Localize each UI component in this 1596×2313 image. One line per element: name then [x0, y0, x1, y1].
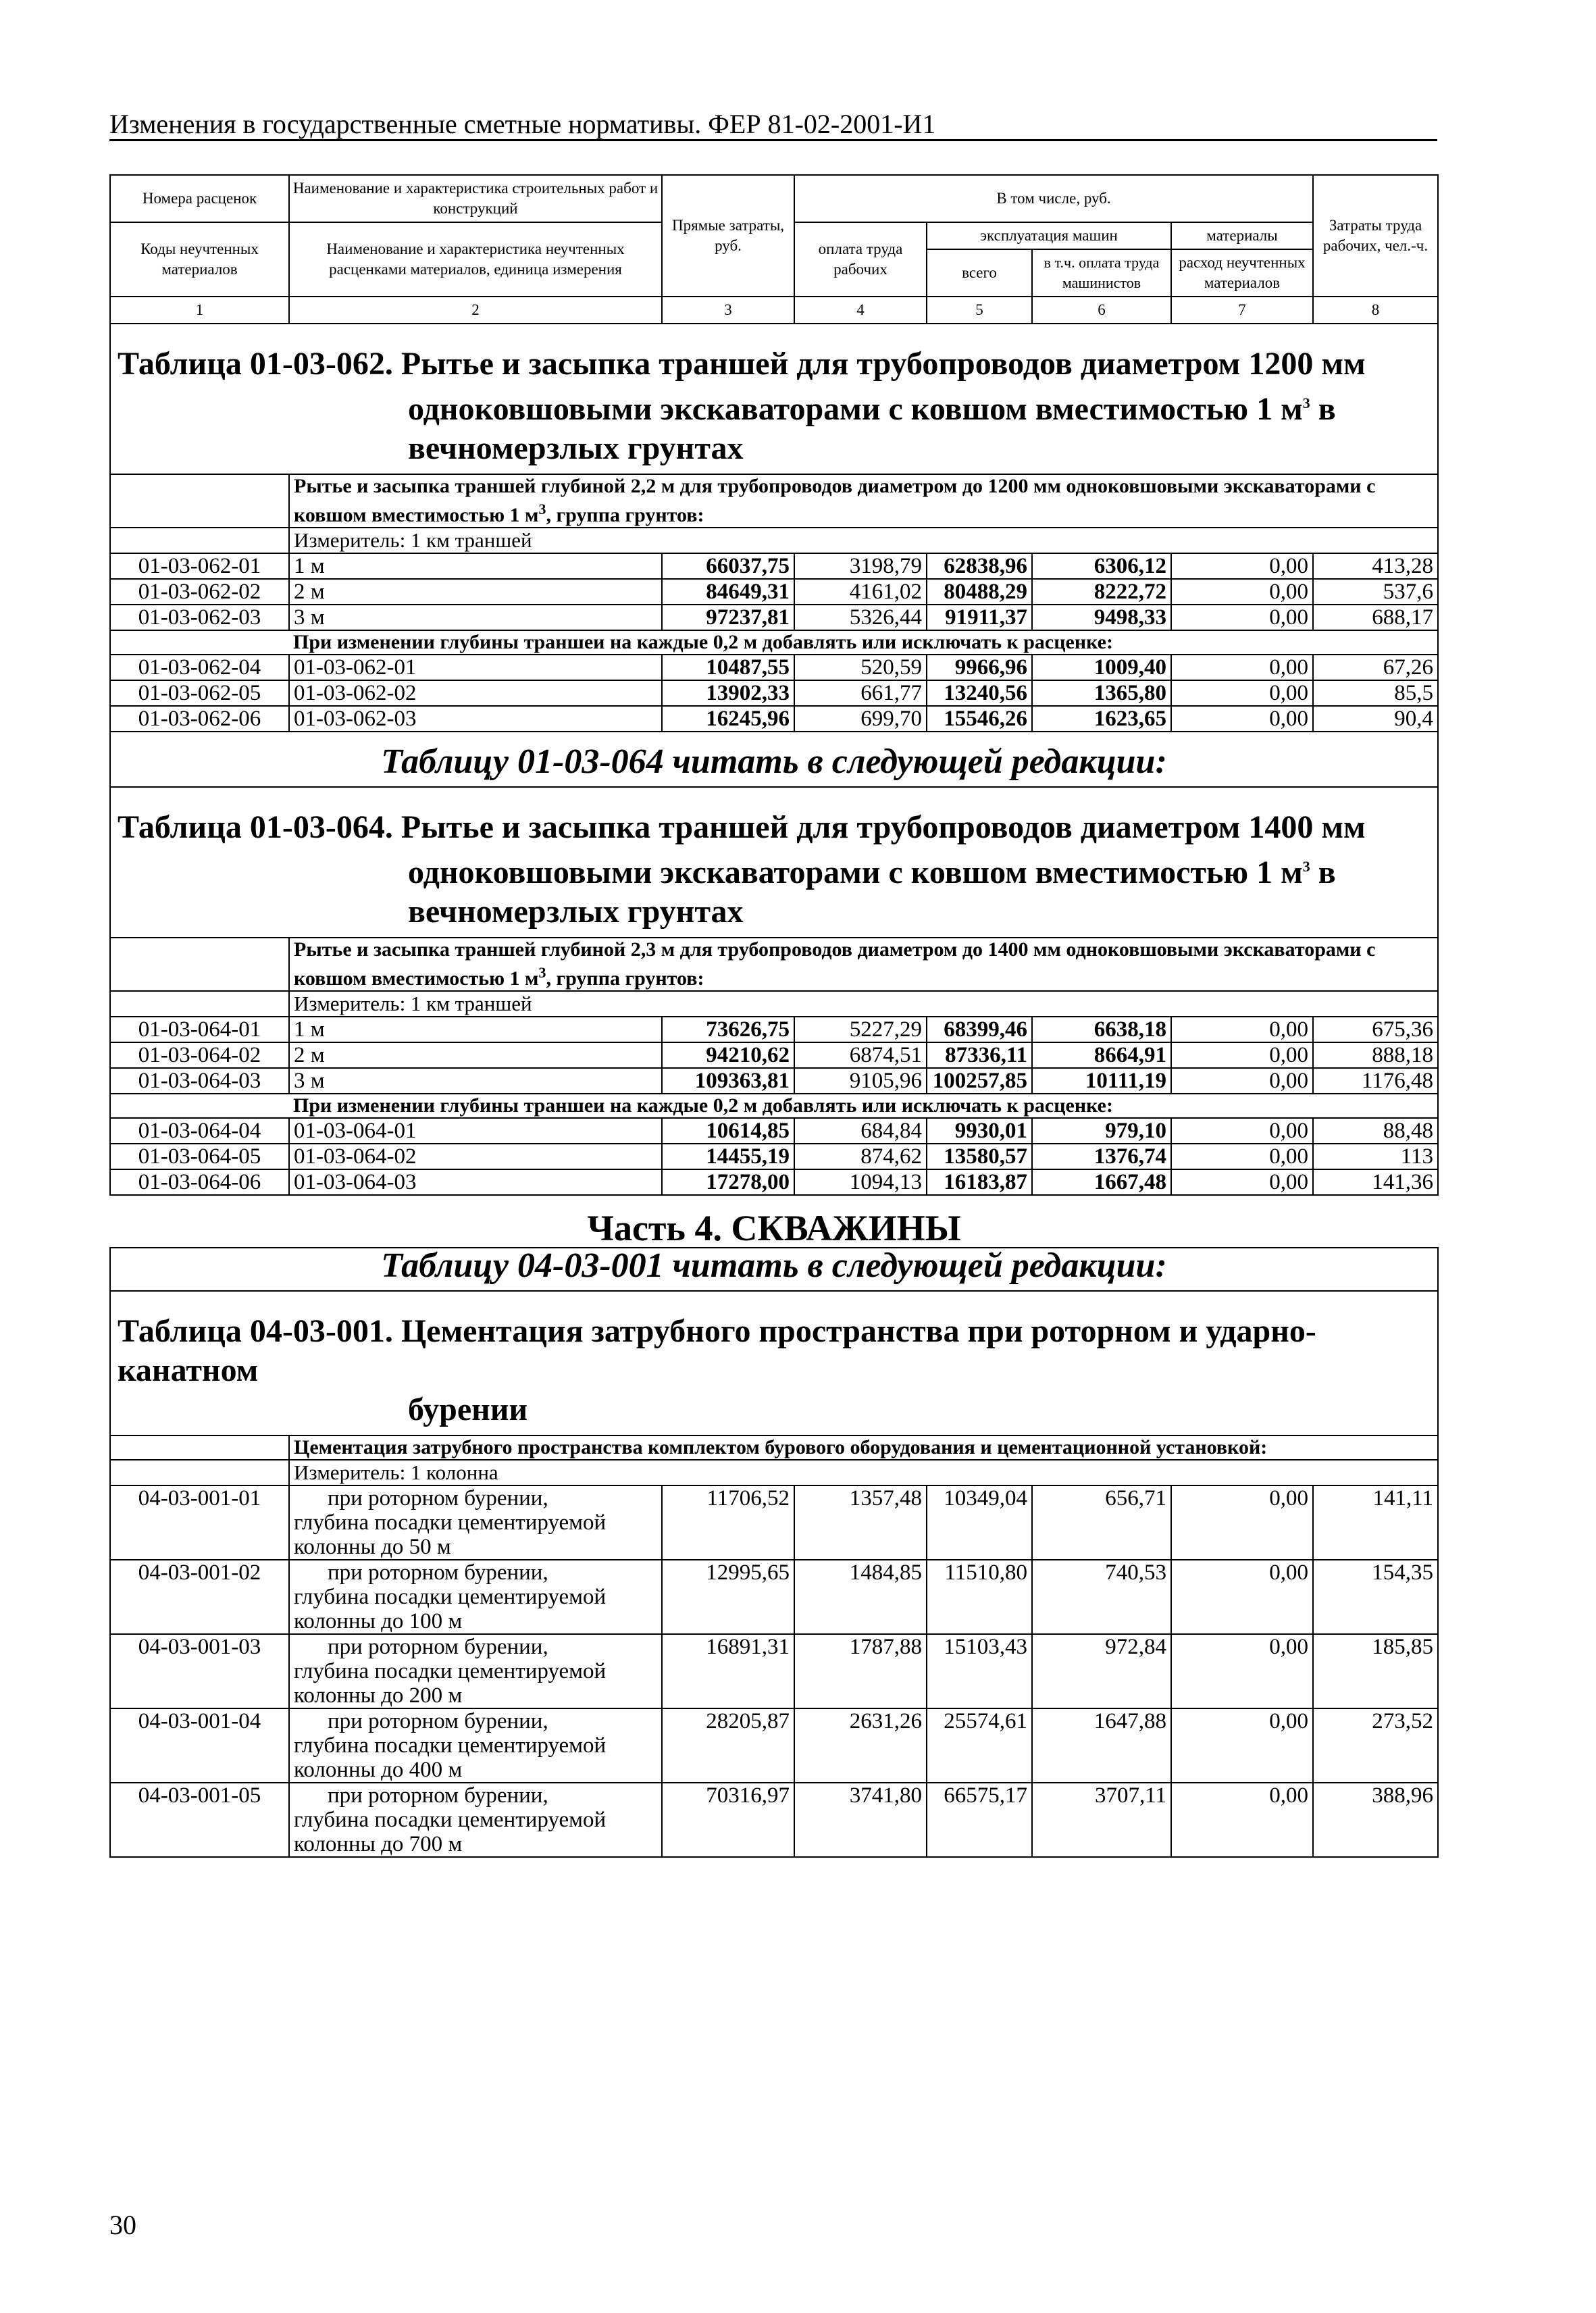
rate-code: 01-03-064-05: [110, 1144, 289, 1169]
unaccounted-materials: 0,00: [1171, 1068, 1313, 1094]
wage: 684,84: [794, 1118, 927, 1144]
machinist-wage: 972,84: [1032, 1634, 1171, 1708]
machines-total: 87336,11: [927, 1042, 1032, 1068]
labor-costs: 141,11: [1313, 1485, 1438, 1560]
unaccounted-materials: 0,00: [1171, 1017, 1313, 1042]
rate-name: [289, 1708, 662, 1783]
unaccounted-materials: 0,00: [1171, 1634, 1313, 1708]
direct-costs: 66037,75: [662, 553, 794, 579]
redaction-note-064: Таблицу 01-03-064 читать в следующей редакции:: [110, 732, 1438, 787]
col-index-3: 3: [662, 297, 794, 324]
labor-costs: 154,35: [1313, 1560, 1438, 1634]
machinist-wage: 10111,19: [1032, 1068, 1171, 1094]
col-header-machines: эксплуатация машин: [927, 222, 1171, 249]
rate-code: 01-03-064-03: [110, 1068, 289, 1094]
direct-costs: 94210,62: [662, 1042, 794, 1068]
labor-costs: 113: [1313, 1144, 1438, 1169]
labor-costs: 1176,48: [1313, 1068, 1438, 1094]
table-description-064: Рытье и засыпка траншей глубиной 2,3 м для трубопроводов диаметром до 1400 мм одноковшовыми экскаваторами с ковшом вместимостью 1 $м^3$, группа грунтов:: [289, 938, 1438, 991]
unaccounted-materials: 0,00: [1171, 1485, 1313, 1560]
machinist-wage: 656,71: [1032, 1485, 1171, 1560]
machines-total: 10349,04: [927, 1485, 1032, 1560]
table-row: [110, 605, 1438, 630]
rate-code: 04-03-001-01: [110, 1485, 289, 1560]
machinist-wage: 1009,40: [1032, 655, 1171, 680]
direct-costs: 10614,85: [662, 1118, 794, 1144]
machines-total: 25574,61: [927, 1708, 1032, 1783]
wage: 4161,02: [794, 579, 927, 605]
labor-costs: 85,5: [1313, 680, 1438, 706]
col-header-wage: оплата труда рабочих: [794, 222, 927, 297]
rate-name: 01-03-064-03: [289, 1169, 662, 1195]
document-body: [109, 174, 1437, 1858]
rate-name: 01-03-064-02: [289, 1144, 662, 1169]
rate-name: [289, 1783, 662, 1857]
machines-total: 11510,80: [927, 1560, 1032, 1634]
measure-062: Измеритель: 1 км траншей: [289, 528, 1438, 553]
direct-costs: 17278,00: [662, 1169, 794, 1195]
rate-code: 04-03-001-02: [110, 1560, 289, 1634]
rate-code: 01-03-062-03: [110, 605, 289, 630]
table-row: [110, 655, 1438, 680]
machinist-wage: 1647,88: [1032, 1708, 1171, 1783]
table-row: [110, 1017, 1438, 1042]
labor-costs: 90,4: [1313, 706, 1438, 732]
table-row: [110, 1068, 1438, 1094]
labor-costs: 388,96: [1313, 1783, 1438, 1857]
machinist-wage: 740,53: [1032, 1560, 1171, 1634]
unaccounted-materials: 0,00: [1171, 605, 1313, 630]
rate-name-line: глубина посадки цементируемой: [294, 1733, 607, 1758]
table-row: [110, 1485, 1438, 1560]
rate-code: 01-03-064-02: [110, 1042, 289, 1068]
rate-name: 01-03-062-03: [289, 706, 662, 732]
rate-name: 1 м: [289, 553, 662, 579]
rate-code: 01-03-062-04: [110, 655, 289, 680]
labor-costs: 88,48: [1313, 1118, 1438, 1144]
table-row: [110, 1144, 1438, 1169]
unaccounted-materials: 0,00: [1171, 1708, 1313, 1783]
machines-total: 9966,96: [927, 655, 1032, 680]
rate-code: 04-03-001-03: [110, 1634, 289, 1708]
col-header-codes-top: Номера расценок: [110, 175, 289, 222]
depth-note-062: При изменении глубины траншеи на каждые 0,2 м добавлять или исключать к расценке:: [110, 630, 1438, 655]
unaccounted-materials: 0,00: [1171, 1042, 1313, 1068]
direct-costs: 13902,33: [662, 680, 794, 706]
machinist-wage: 8664,91: [1032, 1042, 1171, 1068]
wage: 699,70: [794, 706, 927, 732]
machinist-wage: 979,10: [1032, 1118, 1171, 1144]
wage: 5326,44: [794, 605, 927, 630]
direct-costs: 16245,96: [662, 706, 794, 732]
col-header-direct-costs: Прямые затраты, руб.: [662, 175, 794, 297]
rate-name-line: при роторном бурении,: [328, 1486, 548, 1510]
table-title-062: Таблица 01-03-062. Рытье и засыпка траншей для трубопроводов диаметром 1200 мм одноковшовыми экскаваторами с ковшом вместимостью 1 $м^3$ в вечномерзлых грунтах: [110, 324, 1438, 474]
machines-total: 16183,87: [927, 1169, 1032, 1195]
wage: 520,59: [794, 655, 927, 680]
labor-costs: 688,17: [1313, 605, 1438, 630]
table-row: [110, 1783, 1438, 1857]
col-header-machines-total: всего: [927, 249, 1032, 297]
direct-costs: 70316,97: [662, 1783, 794, 1857]
machinist-wage: 1376,74: [1032, 1144, 1171, 1169]
unaccounted-materials: 0,00: [1171, 706, 1313, 732]
table-row: [110, 1118, 1438, 1144]
col-index-5: 5: [927, 297, 1032, 324]
table-row: [110, 1634, 1438, 1708]
rate-name-line: колонны до 400 м: [294, 1758, 463, 1782]
machines-total: 13580,57: [927, 1144, 1032, 1169]
col-index-8: 8: [1313, 297, 1438, 324]
rate-name-line: глубина посадки цементируемой: [294, 1659, 607, 1683]
rate-name-line: колонны до 200 м: [294, 1683, 463, 1708]
machinist-wage: 1365,80: [1032, 680, 1171, 706]
table-row: [110, 680, 1438, 706]
wage: 1357,48: [794, 1485, 927, 1560]
rate-code: 04-03-001-05: [110, 1783, 289, 1857]
rate-name-line: колонны до 100 м: [294, 1609, 463, 1633]
direct-costs: 16891,31: [662, 1634, 794, 1708]
labor-costs: 273,52: [1313, 1708, 1438, 1783]
rate-name-line: глубина посадки цементируемой: [294, 1510, 607, 1535]
machines-total: 9930,01: [927, 1118, 1032, 1144]
part-heading: Часть 4. СКВАЖИНЫ: [587, 1208, 961, 1248]
page-number: 30: [109, 2210, 136, 2240]
col-header-codes-bottom: Коды неучтенных материалов: [110, 222, 289, 297]
rate-name-line: при роторном бурении,: [328, 1783, 548, 1808]
rate-name: [289, 1634, 662, 1708]
direct-costs: 73626,75: [662, 1017, 794, 1042]
machinist-wage: 8222,72: [1032, 579, 1171, 605]
col-header-labor: Затраты труда рабочих, чел.-ч.: [1313, 175, 1438, 297]
labor-costs: 141,36: [1313, 1169, 1438, 1195]
header-rule: [109, 139, 1437, 141]
machinist-wage: 6306,12: [1032, 553, 1171, 579]
rate-name-line: глубина посадки цементируемой: [294, 1808, 607, 1832]
rate-name: 3 м: [289, 605, 662, 630]
table-row: [110, 579, 1438, 605]
direct-costs: 14455,19: [662, 1144, 794, 1169]
wage: 1094,13: [794, 1169, 927, 1195]
col-header-machinist-wage: в т.ч. оплата труда машинистов: [1032, 249, 1171, 297]
rate-name: 2 м: [289, 1042, 662, 1068]
rate-code: 01-03-062-05: [110, 680, 289, 706]
col-index-6: 6: [1032, 297, 1171, 324]
table-row: [110, 706, 1438, 732]
table-title-001: Таблица 04-03-001. Цементация затрубного пространства при роторном и ударно-канатном бурении: [110, 1291, 1438, 1435]
rate-name-line: при роторном бурении,: [328, 1635, 548, 1659]
rate-code: 01-03-062-01: [110, 553, 289, 579]
machines-total: 91911,37: [927, 605, 1032, 630]
unaccounted-materials: 0,00: [1171, 1169, 1313, 1195]
machinist-wage: 9498,33: [1032, 605, 1171, 630]
unaccounted-materials: 0,00: [1171, 680, 1313, 706]
rate-code: 01-03-062-02: [110, 579, 289, 605]
rate-code: 01-03-064-01: [110, 1017, 289, 1042]
labor-costs: 185,85: [1313, 1634, 1438, 1708]
table-row: [110, 1169, 1438, 1195]
direct-costs: 11706,52: [662, 1485, 794, 1560]
machinist-wage: 3707,11: [1032, 1783, 1171, 1857]
rate-code: 04-03-001-04: [110, 1708, 289, 1783]
rate-name-line: колонны до 50 м: [294, 1535, 451, 1559]
rate-name: [289, 1485, 662, 1560]
unaccounted-materials: 0,00: [1171, 579, 1313, 605]
measure-001: Измеритель: 1 колонна: [289, 1460, 1438, 1485]
direct-costs: 12995,65: [662, 1560, 794, 1634]
wage: 3741,80: [794, 1783, 927, 1857]
measure-064: Измеритель: 1 км траншей: [289, 991, 1438, 1017]
direct-costs: 28205,87: [662, 1708, 794, 1783]
unaccounted-materials: 0,00: [1171, 655, 1313, 680]
rate-name: 01-03-064-01: [289, 1118, 662, 1144]
table-description-062: Рытье и засыпка траншей глубиной 2,2 м для трубопроводов диаметром до 1200 мм одноковшовыми экскаваторами с ковшом вместимостью 1 $м^3$, группа грунтов:: [289, 474, 1438, 528]
rate-name-line: при роторном бурении,: [328, 1560, 548, 1585]
wage: 5227,29: [794, 1017, 927, 1042]
wage: 661,77: [794, 680, 927, 706]
col-index-7: 7: [1171, 297, 1313, 324]
table-row: [110, 1042, 1438, 1068]
table-title-064: Таблица 01-03-064. Рытье и засыпка траншей для трубопроводов диаметром 1400 мм одноковшовыми экскаваторами с ковшом вместимостью 1 $м^3$ в вечномерзлых грунтах: [110, 787, 1438, 938]
machinist-wage: 1623,65: [1032, 706, 1171, 732]
wage: 874,62: [794, 1144, 927, 1169]
rate-name: 2 м: [289, 579, 662, 605]
wage: 6874,51: [794, 1042, 927, 1068]
labor-costs: 888,18: [1313, 1042, 1438, 1068]
col-index-1: 1: [110, 297, 289, 324]
table-description-001: Цементация затрубного пространства комплектом бурового оборудования и цементационной установкой:: [289, 1435, 1438, 1460]
machines-total: 15546,26: [927, 706, 1032, 732]
col-index-2: 2: [289, 297, 662, 324]
labor-costs: 67,26: [1313, 655, 1438, 680]
unaccounted-materials: 0,00: [1171, 553, 1313, 579]
wage: 9105,96: [794, 1068, 927, 1094]
page-header: Изменения в государственные сметные нормативы. ФЕР 81-02-2001-И1: [109, 109, 936, 139]
rate-name: 01-03-062-02: [289, 680, 662, 706]
rate-name: 3 м: [289, 1068, 662, 1094]
rate-code: 01-03-062-06: [110, 706, 289, 732]
machines-total: 62838,96: [927, 553, 1032, 579]
direct-costs: 109363,81: [662, 1068, 794, 1094]
rate-name-line: при роторном бурении,: [328, 1709, 548, 1733]
unaccounted-materials: 0,00: [1171, 1144, 1313, 1169]
machinist-wage: 1667,48: [1032, 1169, 1171, 1195]
machinist-wage: 6638,18: [1032, 1017, 1171, 1042]
table-row: [110, 553, 1438, 579]
unaccounted-materials: 0,00: [1171, 1118, 1313, 1144]
col-header-materials: материалы: [1171, 222, 1313, 249]
labor-costs: 537,6: [1313, 579, 1438, 605]
col-header-including: В том числе, руб.: [794, 175, 1313, 222]
machines-total: 13240,56: [927, 680, 1032, 706]
rate-code: 01-03-064-04: [110, 1118, 289, 1144]
col-header-name-bottom: Наименование и характеристика неучтенных расценками материалов, единица измерения: [289, 222, 662, 297]
direct-costs: 10487,55: [662, 655, 794, 680]
rate-name: 1 м: [289, 1017, 662, 1042]
col-header-name-top: Наименование и характеристика строительных работ и конструкций: [289, 175, 662, 222]
main-table: [109, 174, 1439, 1858]
machines-total: 15103,43: [927, 1634, 1032, 1708]
wage: 1484,85: [794, 1560, 927, 1634]
wage: 1787,88: [794, 1634, 927, 1708]
redaction-note-001: Таблицу 04-03-001 читать в следующей редакции:: [110, 1248, 1438, 1291]
table-row: [110, 1560, 1438, 1634]
rate-code: 01-03-064-06: [110, 1169, 289, 1195]
table-row: [110, 1708, 1438, 1783]
machines-total: 68399,46: [927, 1017, 1032, 1042]
direct-costs: 97237,81: [662, 605, 794, 630]
machines-total: 100257,85: [927, 1068, 1032, 1094]
machines-total: 80488,29: [927, 579, 1032, 605]
depth-note-064: При изменении глубины траншеи на каждые 0,2 м добавлять или исключать к расценке:: [110, 1094, 1438, 1118]
direct-costs: 84649,31: [662, 579, 794, 605]
col-index-4: 4: [794, 297, 927, 324]
rate-name-line: глубина посадки цементируемой: [294, 1585, 607, 1609]
unaccounted-materials: 0,00: [1171, 1783, 1313, 1857]
labor-costs: 675,36: [1313, 1017, 1438, 1042]
col-header-unaccounted-materials: расход неучтенных материалов: [1171, 249, 1313, 297]
wage: 2631,26: [794, 1708, 927, 1783]
rate-name: [289, 1560, 662, 1634]
rate-name-line: колонны до 700 м: [294, 1832, 463, 1856]
wage: 3198,79: [794, 553, 927, 579]
machines-total: 66575,17: [927, 1783, 1032, 1857]
rate-name: 01-03-062-01: [289, 655, 662, 680]
labor-costs: 413,28: [1313, 553, 1438, 579]
unaccounted-materials: 0,00: [1171, 1560, 1313, 1634]
